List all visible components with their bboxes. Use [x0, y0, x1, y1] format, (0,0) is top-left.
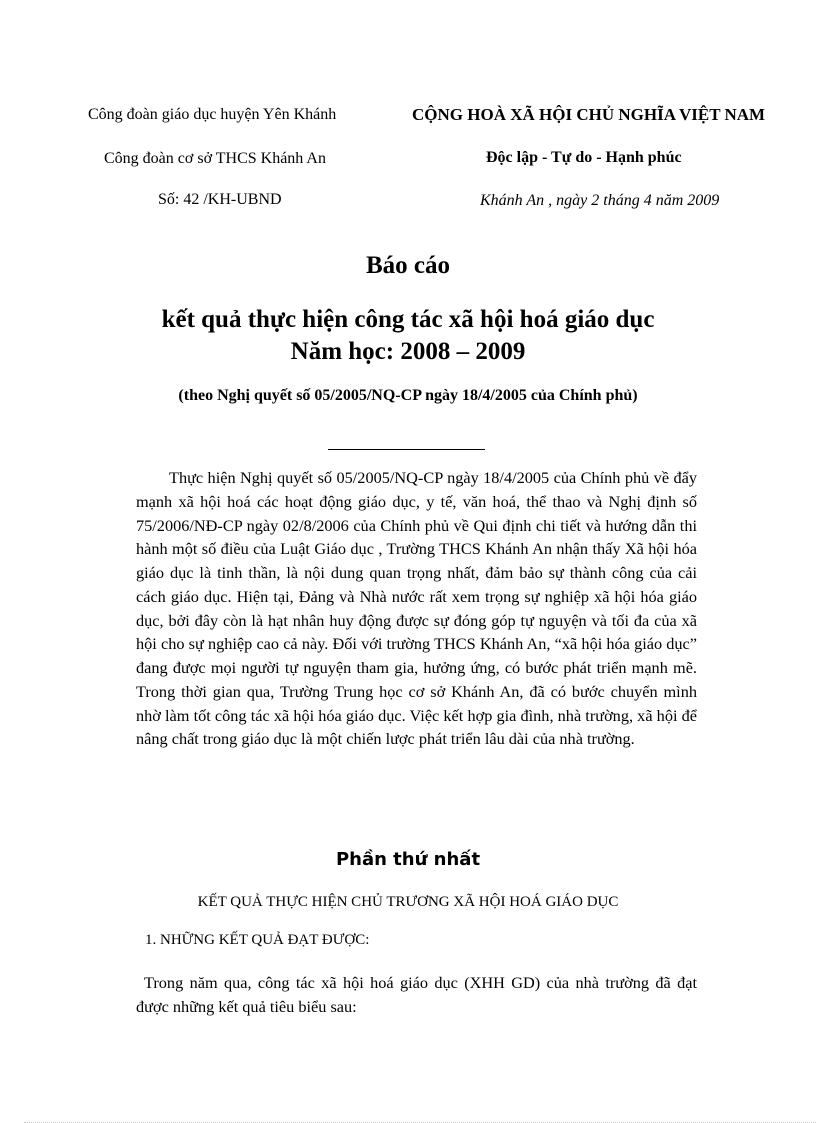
- republic-name: CỘNG HOÀ XÃ HỘI CHỦ NGHĨA VIỆT NAM: [412, 105, 766, 124]
- school-year: Năm học: 2008 – 2009: [290, 338, 526, 365]
- national-motto: Độc lập - Tự do - Hạnh phúc: [486, 149, 682, 166]
- report-subject: kết quả thực hiện công tác xã hội hoá giáo dục: [161, 306, 655, 333]
- legal-reference: (theo Nghị quyết số 05/2005/NQ-CP ngày 18/4/2005 của Chính phủ): [178, 387, 638, 404]
- date-line: Khánh An , ngày 2 tháng 4 năm 2009: [480, 192, 720, 209]
- document-number: Số: 42 /KH-UBND: [158, 191, 282, 208]
- part-one-heading: Phần thứ nhất: [335, 849, 481, 870]
- section-title: KẾT QUẢ THỰC HIỆN CHỦ TRƯƠNG XÃ HỘI HOÁ GIÁO DỤC: [197, 894, 619, 910]
- part-one-paragraph: Trong năm qua, công tác xã hội hoá giáo dục (XHH GD) của nhà trường đã đạt được những kết quả tiêu biểu sau:: [136, 973, 697, 1016]
- union-name: Công đoàn giáo dục huyện Yên Khánh: [88, 106, 337, 123]
- item-heading: 1. NHỮNG KẾT QUẢ ĐẠT ĐƯỢC:: [145, 932, 370, 948]
- school-union: Công đoàn cơ sở THCS Khánh An: [104, 150, 326, 167]
- title-divider: [328, 449, 485, 450]
- intro-paragraph: Thực hiện Nghị quyết số 05/2005/NQ-CP ngày 18/4/2005 của Chính phủ về đẩy mạnh xã hội hoá các hoạt động giáo dục, y tế, văn hoá, thể thao và Nghị định số 75/2006/NĐ-CP ngày 02/8/2006 của Chính phủ về Qui định chi tiết và hướng dẫn thi hành một số điều của Luật Giáo dục , Trường THCS Khánh An nhận thấy Xã hội hóa giáo dục là tinh thần, là nội dung quan trọng nhất, đảm bảo sự thành công của cải cách giáo dục. Hiện tại, Đảng và Nhà nước rất xem trọng sự nghiệp xã hội hóa giáo dục, bởi đây còn là hạt nhân huy động được sự đóng góp tự nguyện và tối đa của xã hội cho sự nghiệp cao cả này. Đối với trường THCS Khánh An, “xã hội hóa giáo dục” đang được mọi người tự nguyện tham gia, hưởng ứng, có bước phát triển mạnh mẽ. Trong thời gian qua, Trường Trung học cơ sở Khánh An, đã có bước chuyển mình nhờ làm tốt công tác xã hội hóa giáo dục. Việc kết hợp gia đình, nhà trường, xã hội để nâng chất trong giáo dục là một chiến lược phát triển lâu dài của nhà trường.: [136, 468, 697, 749]
- report-title: Báo cáo: [365, 252, 451, 279]
